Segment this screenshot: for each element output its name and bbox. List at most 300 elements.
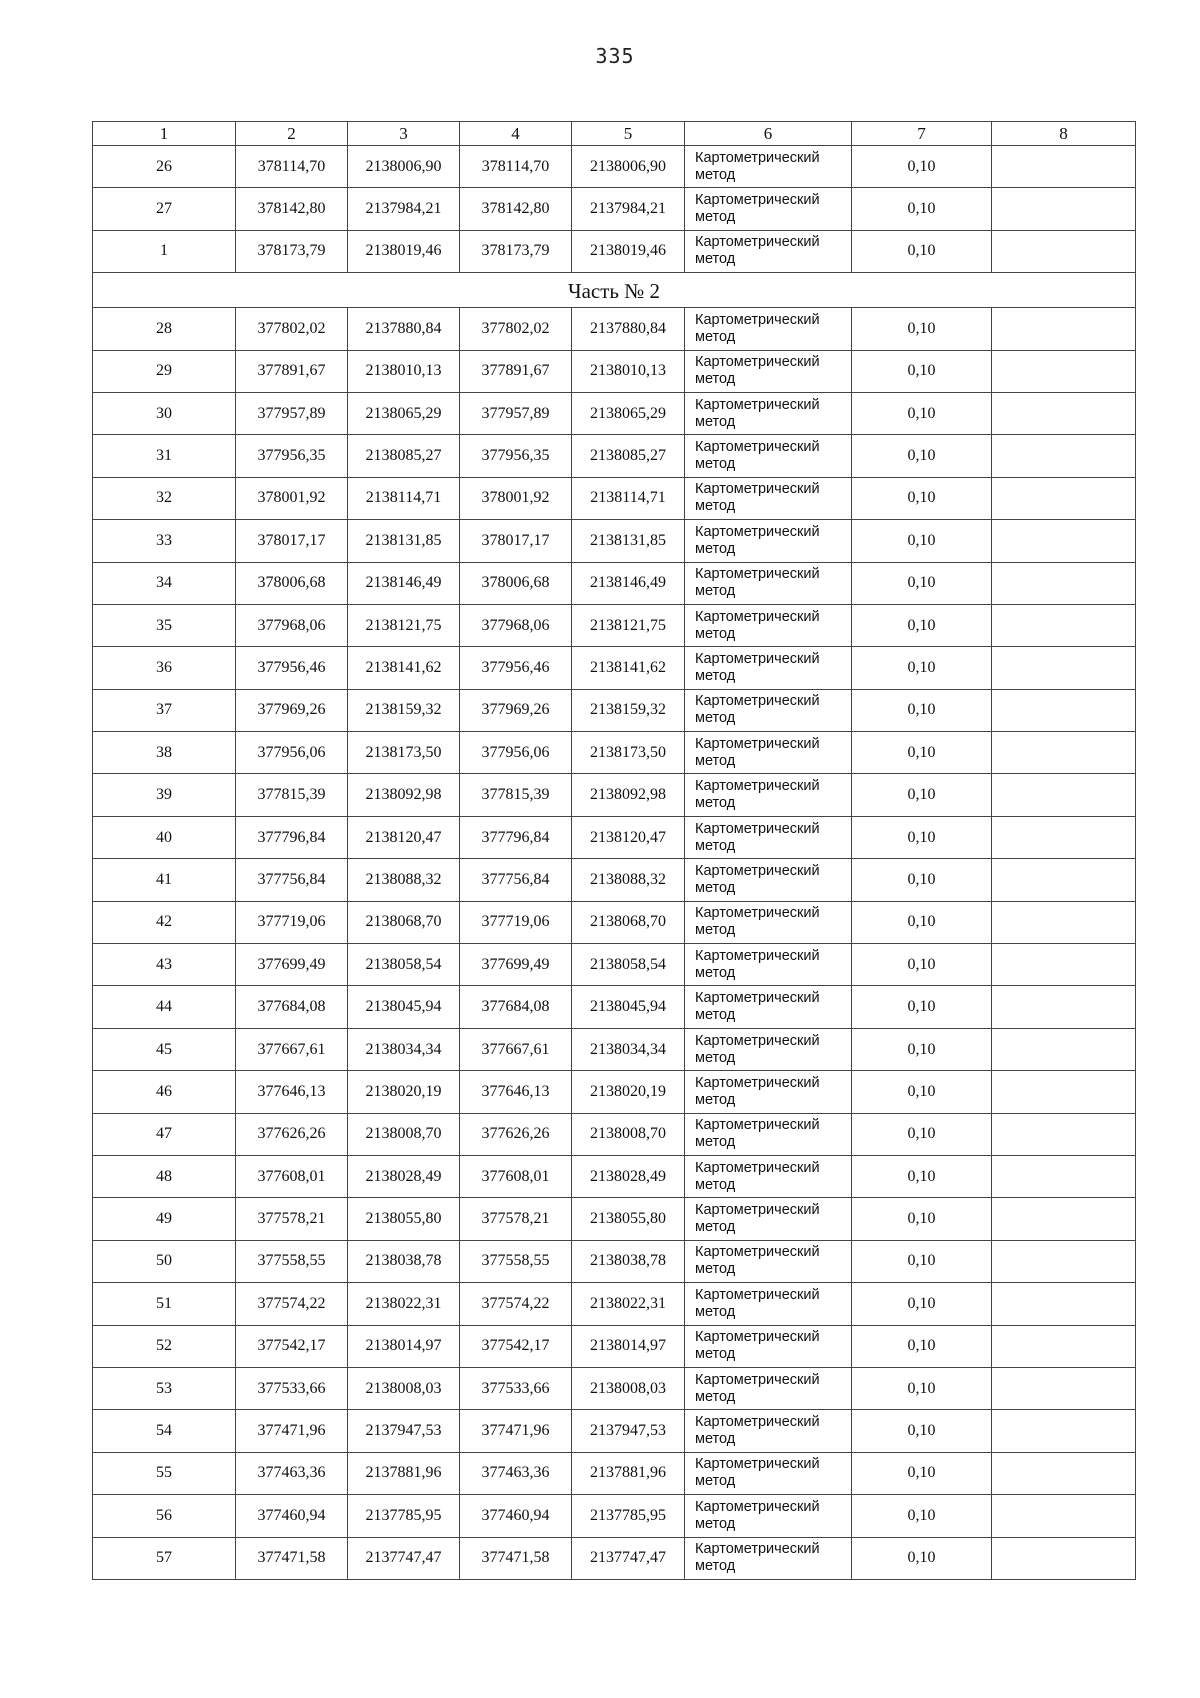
y-coordinate-cell: 2137984,21 bbox=[348, 188, 460, 230]
point-number-cell: 1 bbox=[93, 230, 236, 272]
accuracy-cell: 0,10 bbox=[852, 1113, 992, 1155]
method-line: Картометрический bbox=[695, 1541, 820, 1558]
method-line: метод bbox=[695, 583, 736, 600]
table-row bbox=[93, 1537, 1136, 1579]
method-cell bbox=[685, 146, 852, 188]
x-coordinate-cell: 377542,17 bbox=[460, 1325, 572, 1367]
method-line: метод bbox=[695, 166, 736, 183]
header-cell: 5 bbox=[572, 122, 685, 146]
accuracy-cell: 0,10 bbox=[852, 1452, 992, 1494]
note-cell bbox=[992, 1240, 1136, 1282]
x-coordinate-cell: 377471,58 bbox=[236, 1537, 348, 1579]
point-number-cell: 52 bbox=[93, 1325, 236, 1367]
method-cell bbox=[685, 1537, 852, 1579]
note-cell bbox=[992, 350, 1136, 392]
method-line: Картометрический bbox=[695, 1074, 820, 1091]
x-coordinate-cell: 377578,21 bbox=[236, 1198, 348, 1240]
note-cell bbox=[992, 392, 1136, 434]
y-coordinate-cell: 2138141,62 bbox=[572, 647, 685, 689]
note-cell bbox=[992, 1071, 1136, 1113]
y-coordinate-cell: 2137880,84 bbox=[348, 308, 460, 350]
note-cell bbox=[992, 816, 1136, 858]
header-cell: 2 bbox=[236, 122, 348, 146]
method-line: метод bbox=[695, 667, 736, 684]
method-line: метод bbox=[695, 710, 736, 727]
point-number-cell: 51 bbox=[93, 1283, 236, 1325]
x-coordinate-cell: 377626,26 bbox=[460, 1113, 572, 1155]
method-line: Картометрический bbox=[695, 1329, 820, 1346]
y-coordinate-cell: 2138058,54 bbox=[348, 944, 460, 986]
method-cell bbox=[685, 188, 852, 230]
y-coordinate-cell: 2138092,98 bbox=[348, 774, 460, 816]
method-line: Картометрический bbox=[695, 947, 820, 964]
method-cell bbox=[685, 604, 852, 646]
x-coordinate-cell: 377533,66 bbox=[236, 1367, 348, 1409]
note-cell bbox=[992, 562, 1136, 604]
accuracy-cell: 0,10 bbox=[852, 350, 992, 392]
x-coordinate-cell: 377969,26 bbox=[460, 689, 572, 731]
method-line: метод bbox=[695, 1176, 736, 1193]
y-coordinate-cell: 2138034,34 bbox=[348, 1028, 460, 1070]
method-line: метод bbox=[695, 1007, 736, 1024]
y-coordinate-cell: 2138146,49 bbox=[572, 562, 685, 604]
method-cell bbox=[685, 986, 852, 1028]
x-coordinate-cell: 377578,21 bbox=[460, 1198, 572, 1240]
x-coordinate-cell: 377558,55 bbox=[460, 1240, 572, 1282]
x-coordinate-cell: 378173,79 bbox=[236, 230, 348, 272]
method-cell bbox=[685, 901, 852, 943]
x-coordinate-cell: 377968,06 bbox=[460, 604, 572, 646]
method-line: Картометрический bbox=[695, 1032, 820, 1049]
y-coordinate-cell: 2138173,50 bbox=[348, 732, 460, 774]
note-cell bbox=[992, 1537, 1136, 1579]
note-cell bbox=[992, 146, 1136, 188]
note-cell bbox=[992, 230, 1136, 272]
table-row bbox=[93, 520, 1136, 562]
y-coordinate-cell: 2138068,70 bbox=[572, 901, 685, 943]
accuracy-cell: 0,10 bbox=[852, 647, 992, 689]
page-number: 335 bbox=[595, 44, 635, 68]
x-coordinate-cell: 377956,46 bbox=[236, 647, 348, 689]
x-coordinate-cell: 377815,39 bbox=[460, 774, 572, 816]
table-body bbox=[93, 146, 1136, 1580]
point-number-cell: 27 bbox=[93, 188, 236, 230]
method-line: Картометрический bbox=[695, 862, 820, 879]
x-coordinate-cell: 377626,26 bbox=[236, 1113, 348, 1155]
table-row bbox=[93, 1325, 1136, 1367]
x-coordinate-cell: 377533,66 bbox=[460, 1367, 572, 1409]
y-coordinate-cell: 2138038,78 bbox=[348, 1240, 460, 1282]
method-cell bbox=[685, 1283, 852, 1325]
y-coordinate-cell: 2138120,47 bbox=[572, 816, 685, 858]
y-coordinate-cell: 2138008,03 bbox=[348, 1367, 460, 1409]
method-line: метод bbox=[695, 251, 736, 268]
method-line: Картометрический bbox=[695, 566, 820, 583]
method-line: Картометрический bbox=[695, 608, 820, 625]
y-coordinate-cell: 2138055,80 bbox=[348, 1198, 460, 1240]
x-coordinate-cell: 377558,55 bbox=[236, 1240, 348, 1282]
point-number-cell: 30 bbox=[93, 392, 236, 434]
note-cell bbox=[992, 1155, 1136, 1197]
accuracy-cell: 0,10 bbox=[852, 1283, 992, 1325]
method-cell bbox=[685, 732, 852, 774]
table-row bbox=[93, 146, 1136, 188]
x-coordinate-cell: 377891,67 bbox=[236, 350, 348, 392]
point-number-cell: 49 bbox=[93, 1198, 236, 1240]
method-cell bbox=[685, 562, 852, 604]
x-coordinate-cell: 377699,49 bbox=[236, 944, 348, 986]
accuracy-cell: 0,10 bbox=[852, 1537, 992, 1579]
x-coordinate-cell: 377471,96 bbox=[460, 1410, 572, 1452]
x-coordinate-cell: 377684,08 bbox=[236, 986, 348, 1028]
accuracy-cell: 0,10 bbox=[852, 1198, 992, 1240]
x-coordinate-cell: 377667,61 bbox=[236, 1028, 348, 1070]
table-row bbox=[93, 647, 1136, 689]
x-coordinate-cell: 377471,96 bbox=[236, 1410, 348, 1452]
y-coordinate-cell: 2138065,29 bbox=[572, 392, 685, 434]
method-cell bbox=[685, 1155, 852, 1197]
method-cell bbox=[685, 1028, 852, 1070]
method-line: метод bbox=[695, 752, 736, 769]
y-coordinate-cell: 2138088,32 bbox=[572, 859, 685, 901]
x-coordinate-cell: 377957,89 bbox=[236, 392, 348, 434]
x-coordinate-cell: 378017,17 bbox=[460, 520, 572, 562]
table-row bbox=[93, 859, 1136, 901]
note-cell bbox=[992, 1410, 1136, 1452]
method-line: Картометрический bbox=[695, 396, 820, 413]
point-number-cell: 50 bbox=[93, 1240, 236, 1282]
point-number-cell: 43 bbox=[93, 944, 236, 986]
x-coordinate-cell: 378006,68 bbox=[460, 562, 572, 604]
y-coordinate-cell: 2138159,32 bbox=[348, 689, 460, 731]
method-line: метод bbox=[695, 498, 736, 515]
x-coordinate-cell: 377646,13 bbox=[236, 1071, 348, 1113]
note-cell bbox=[992, 689, 1136, 731]
header-cell: 3 bbox=[348, 122, 460, 146]
point-number-cell: 45 bbox=[93, 1028, 236, 1070]
accuracy-cell: 0,10 bbox=[852, 604, 992, 646]
x-coordinate-cell: 378142,80 bbox=[460, 188, 572, 230]
y-coordinate-cell: 2138008,70 bbox=[572, 1113, 685, 1155]
method-cell bbox=[685, 647, 852, 689]
point-number-cell: 42 bbox=[93, 901, 236, 943]
accuracy-cell: 0,10 bbox=[852, 146, 992, 188]
accuracy-cell: 0,10 bbox=[852, 230, 992, 272]
method-line: метод bbox=[695, 1431, 736, 1448]
method-cell bbox=[685, 520, 852, 562]
accuracy-cell: 0,10 bbox=[852, 732, 992, 774]
header-row bbox=[93, 122, 1136, 146]
accuracy-cell: 0,10 bbox=[852, 859, 992, 901]
y-coordinate-cell: 2138131,85 bbox=[348, 520, 460, 562]
point-number-cell: 46 bbox=[93, 1071, 236, 1113]
method-line: метод bbox=[695, 1261, 736, 1278]
method-cell bbox=[685, 477, 852, 519]
y-coordinate-cell: 2138020,19 bbox=[348, 1071, 460, 1113]
table-row bbox=[93, 604, 1136, 646]
table-row bbox=[93, 188, 1136, 230]
note-cell bbox=[992, 1495, 1136, 1537]
method-line: Картометрический bbox=[695, 1159, 820, 1176]
y-coordinate-cell: 2138028,49 bbox=[572, 1155, 685, 1197]
y-coordinate-cell: 2138020,19 bbox=[572, 1071, 685, 1113]
y-coordinate-cell: 2138068,70 bbox=[348, 901, 460, 943]
method-line: метод bbox=[695, 1049, 736, 1066]
x-coordinate-cell: 377574,22 bbox=[460, 1283, 572, 1325]
y-coordinate-cell: 2138146,49 bbox=[348, 562, 460, 604]
x-coordinate-cell: 377956,46 bbox=[460, 647, 572, 689]
x-coordinate-cell: 377796,84 bbox=[460, 816, 572, 858]
table-row bbox=[93, 1113, 1136, 1155]
point-number-cell: 29 bbox=[93, 350, 236, 392]
point-number-cell: 32 bbox=[93, 477, 236, 519]
header-cell: 6 bbox=[685, 122, 852, 146]
point-number-cell: 56 bbox=[93, 1495, 236, 1537]
point-number-cell: 47 bbox=[93, 1113, 236, 1155]
accuracy-cell: 0,10 bbox=[852, 774, 992, 816]
x-coordinate-cell: 377957,89 bbox=[460, 392, 572, 434]
method-line: Картометрический bbox=[695, 149, 820, 166]
table-row bbox=[93, 1198, 1136, 1240]
y-coordinate-cell: 2138085,27 bbox=[348, 435, 460, 477]
table-row bbox=[93, 1240, 1136, 1282]
y-coordinate-cell: 2138120,47 bbox=[348, 816, 460, 858]
y-coordinate-cell: 2138085,27 bbox=[572, 435, 685, 477]
table-row bbox=[93, 477, 1136, 519]
x-coordinate-cell: 378142,80 bbox=[236, 188, 348, 230]
y-coordinate-cell: 2138038,78 bbox=[572, 1240, 685, 1282]
y-coordinate-cell: 2138022,31 bbox=[572, 1283, 685, 1325]
header-cell: 1 bbox=[93, 122, 236, 146]
note-cell bbox=[992, 1028, 1136, 1070]
point-number-cell: 54 bbox=[93, 1410, 236, 1452]
y-coordinate-cell: 2138019,46 bbox=[572, 230, 685, 272]
table-row bbox=[93, 986, 1136, 1028]
y-coordinate-cell: 2138141,62 bbox=[348, 647, 460, 689]
method-cell bbox=[685, 1495, 852, 1537]
method-line: Картометрический bbox=[695, 192, 820, 209]
method-line: Картометрический bbox=[695, 735, 820, 752]
y-coordinate-cell: 2137881,96 bbox=[572, 1452, 685, 1494]
accuracy-cell: 0,10 bbox=[852, 816, 992, 858]
x-coordinate-cell: 377574,22 bbox=[236, 1283, 348, 1325]
x-coordinate-cell: 377969,26 bbox=[236, 689, 348, 731]
x-coordinate-cell: 377463,36 bbox=[236, 1452, 348, 1494]
section-row bbox=[93, 273, 1136, 308]
method-line: Картометрический bbox=[695, 1414, 820, 1431]
method-line: Картометрический bbox=[695, 1202, 820, 1219]
method-cell bbox=[685, 859, 852, 901]
method-cell bbox=[685, 308, 852, 350]
table-row bbox=[93, 774, 1136, 816]
table-row bbox=[93, 392, 1136, 434]
method-line: Картометрический bbox=[695, 905, 820, 922]
x-coordinate-cell: 378114,70 bbox=[460, 146, 572, 188]
note-cell bbox=[992, 520, 1136, 562]
method-line: Картометрический bbox=[695, 439, 820, 456]
accuracy-cell: 0,10 bbox=[852, 944, 992, 986]
y-coordinate-cell: 2137785,95 bbox=[348, 1495, 460, 1537]
point-number-cell: 36 bbox=[93, 647, 236, 689]
x-coordinate-cell: 377667,61 bbox=[460, 1028, 572, 1070]
table-row bbox=[93, 1028, 1136, 1070]
method-cell bbox=[685, 1113, 852, 1155]
method-line: метод bbox=[695, 328, 736, 345]
method-line: метод bbox=[695, 795, 736, 812]
y-coordinate-cell: 2138092,98 bbox=[572, 774, 685, 816]
note-cell bbox=[992, 859, 1136, 901]
x-coordinate-cell: 377646,13 bbox=[460, 1071, 572, 1113]
table-row bbox=[93, 435, 1136, 477]
x-coordinate-cell: 377719,06 bbox=[236, 901, 348, 943]
note-cell bbox=[992, 188, 1136, 230]
x-coordinate-cell: 377463,36 bbox=[460, 1452, 572, 1494]
accuracy-cell: 0,10 bbox=[852, 1240, 992, 1282]
x-coordinate-cell: 377608,01 bbox=[236, 1155, 348, 1197]
point-number-cell: 41 bbox=[93, 859, 236, 901]
header-cell: 7 bbox=[852, 122, 992, 146]
method-cell bbox=[685, 392, 852, 434]
accuracy-cell: 0,10 bbox=[852, 1155, 992, 1197]
accuracy-cell: 0,10 bbox=[852, 1410, 992, 1452]
y-coordinate-cell: 2138006,90 bbox=[572, 146, 685, 188]
accuracy-cell: 0,10 bbox=[852, 435, 992, 477]
method-line: Картометрический bbox=[695, 1498, 820, 1515]
note-cell bbox=[992, 901, 1136, 943]
x-coordinate-cell: 377608,01 bbox=[460, 1155, 572, 1197]
method-line: метод bbox=[695, 371, 736, 388]
method-line: метод bbox=[695, 1388, 736, 1405]
x-coordinate-cell: 377699,49 bbox=[460, 944, 572, 986]
method-line: метод bbox=[695, 1558, 736, 1575]
method-line: метод bbox=[695, 922, 736, 939]
y-coordinate-cell: 2138173,50 bbox=[572, 732, 685, 774]
table-row bbox=[93, 562, 1136, 604]
method-line: Картометрический bbox=[695, 1286, 820, 1303]
method-line: Картометрический bbox=[695, 1371, 820, 1388]
y-coordinate-cell: 2137785,95 bbox=[572, 1495, 685, 1537]
method-cell bbox=[685, 1198, 852, 1240]
table-row bbox=[93, 1452, 1136, 1494]
x-coordinate-cell: 377756,84 bbox=[460, 859, 572, 901]
x-coordinate-cell: 378006,68 bbox=[236, 562, 348, 604]
point-number-cell: 28 bbox=[93, 308, 236, 350]
y-coordinate-cell: 2137880,84 bbox=[572, 308, 685, 350]
method-line: метод bbox=[695, 1134, 736, 1151]
x-coordinate-cell: 378114,70 bbox=[236, 146, 348, 188]
table-row bbox=[93, 689, 1136, 731]
x-coordinate-cell: 377956,35 bbox=[236, 435, 348, 477]
point-number-cell: 57 bbox=[93, 1537, 236, 1579]
method-cell bbox=[685, 689, 852, 731]
y-coordinate-cell: 2138014,97 bbox=[572, 1325, 685, 1367]
method-line: метод bbox=[695, 1473, 736, 1490]
note-cell bbox=[992, 944, 1136, 986]
method-line: метод bbox=[695, 1091, 736, 1108]
point-number-cell: 26 bbox=[93, 146, 236, 188]
x-coordinate-cell: 377542,17 bbox=[236, 1325, 348, 1367]
method-line: метод bbox=[695, 625, 736, 642]
x-coordinate-cell: 377815,39 bbox=[236, 774, 348, 816]
method-line: Картометрический bbox=[695, 1456, 820, 1473]
y-coordinate-cell: 2137747,47 bbox=[348, 1537, 460, 1579]
table-row bbox=[93, 350, 1136, 392]
point-number-cell: 53 bbox=[93, 1367, 236, 1409]
y-coordinate-cell: 2138006,90 bbox=[348, 146, 460, 188]
method-cell bbox=[685, 1240, 852, 1282]
method-line: Картометрический bbox=[695, 354, 820, 371]
point-number-cell: 35 bbox=[93, 604, 236, 646]
y-coordinate-cell: 2138058,54 bbox=[572, 944, 685, 986]
y-coordinate-cell: 2138019,46 bbox=[348, 230, 460, 272]
point-number-cell: 40 bbox=[93, 816, 236, 858]
y-coordinate-cell: 2138065,29 bbox=[348, 392, 460, 434]
note-cell bbox=[992, 732, 1136, 774]
x-coordinate-cell: 377756,84 bbox=[236, 859, 348, 901]
x-coordinate-cell: 378173,79 bbox=[460, 230, 572, 272]
method-cell bbox=[685, 1410, 852, 1452]
table-row bbox=[93, 732, 1136, 774]
x-coordinate-cell: 377968,06 bbox=[236, 604, 348, 646]
method-line: Картометрический bbox=[695, 1244, 820, 1261]
y-coordinate-cell: 2137881,96 bbox=[348, 1452, 460, 1494]
method-cell bbox=[685, 1071, 852, 1113]
method-line: метод bbox=[695, 964, 736, 981]
table-row bbox=[93, 816, 1136, 858]
table-row bbox=[93, 944, 1136, 986]
coordinates-table bbox=[92, 121, 1136, 1580]
method-cell bbox=[685, 944, 852, 986]
point-number-cell: 31 bbox=[93, 435, 236, 477]
accuracy-cell: 0,10 bbox=[852, 1367, 992, 1409]
method-cell bbox=[685, 1367, 852, 1409]
method-line: Картометрический bbox=[695, 820, 820, 837]
point-number-cell: 33 bbox=[93, 520, 236, 562]
note-cell bbox=[992, 647, 1136, 689]
method-cell bbox=[685, 1325, 852, 1367]
table-row bbox=[93, 1367, 1136, 1409]
accuracy-cell: 0,10 bbox=[852, 308, 992, 350]
y-coordinate-cell: 2138159,32 bbox=[572, 689, 685, 731]
method-line: Картометрический bbox=[695, 693, 820, 710]
accuracy-cell: 0,10 bbox=[852, 986, 992, 1028]
note-cell bbox=[992, 1283, 1136, 1325]
y-coordinate-cell: 2138055,80 bbox=[572, 1198, 685, 1240]
y-coordinate-cell: 2138121,75 bbox=[572, 604, 685, 646]
y-coordinate-cell: 2138014,97 bbox=[348, 1325, 460, 1367]
note-cell bbox=[992, 435, 1136, 477]
x-coordinate-cell: 377460,94 bbox=[236, 1495, 348, 1537]
accuracy-cell: 0,10 bbox=[852, 477, 992, 519]
table-row bbox=[93, 1071, 1136, 1113]
table-row bbox=[93, 1410, 1136, 1452]
section-title: Часть № 2 bbox=[93, 273, 1136, 308]
method-line: метод bbox=[695, 1515, 736, 1532]
point-number-cell: 55 bbox=[93, 1452, 236, 1494]
method-line: Картометрический bbox=[695, 523, 820, 540]
x-coordinate-cell: 377802,02 bbox=[460, 308, 572, 350]
method-line: Картометрический bbox=[695, 778, 820, 795]
method-line: метод bbox=[695, 1219, 736, 1236]
method-line: метод bbox=[695, 540, 736, 557]
note-cell bbox=[992, 1113, 1136, 1155]
method-cell bbox=[685, 230, 852, 272]
y-coordinate-cell: 2137947,53 bbox=[572, 1410, 685, 1452]
note-cell bbox=[992, 308, 1136, 350]
method-cell bbox=[685, 435, 852, 477]
method-cell bbox=[685, 816, 852, 858]
y-coordinate-cell: 2138010,13 bbox=[348, 350, 460, 392]
